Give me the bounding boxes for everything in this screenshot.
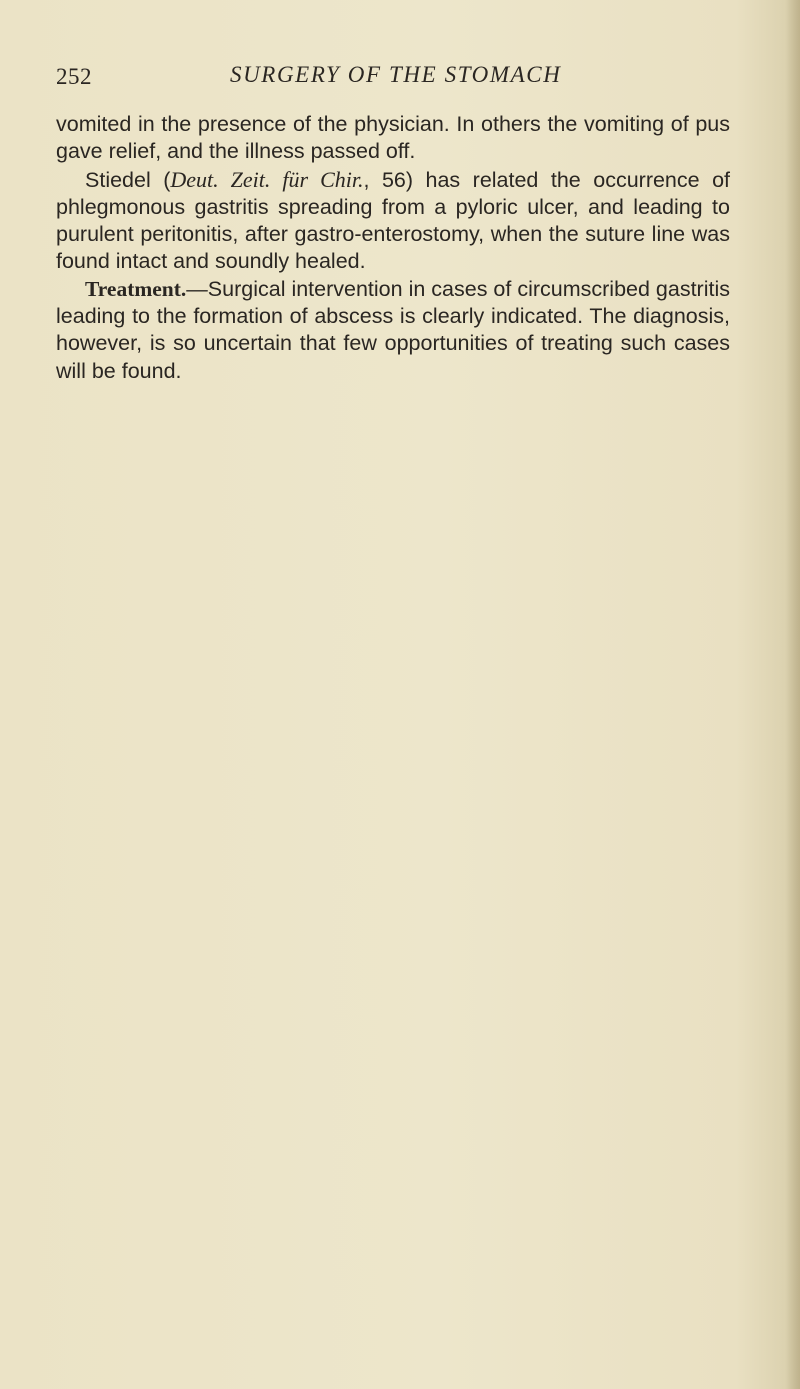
running-title: SURGERY OF THE STOMACH	[230, 62, 562, 87]
paragraph-treatment	[56, 276, 730, 385]
journal-citation: Deut. Zeit. für Chir.	[170, 166, 364, 192]
paragraph-stiedel	[56, 166, 730, 276]
treatment-heading: Treatment.	[85, 276, 187, 301]
page-number: 252	[56, 64, 92, 89]
paragraph-continuation-text: vomited in the presence of the physician. In others the vomiting of pus gave relief, and the illness passed off.	[56, 112, 730, 164]
author-name: Stiedel (	[85, 167, 171, 192]
paragraph-treatment-text: —Surgical intervention in cases of circumscribed gastritis leading to the formation of abscess is clearly indicated. The diagnosis, however, is so uncertain that few opportunities of treating such cases will be found.	[56, 276, 730, 383]
body-text	[56, 111, 730, 385]
running-head	[56, 62, 756, 96]
paragraph-stiedel-text: , 56) has related the occurrence of phlegmonous gastritis spreading from a pyloric ulcer, and leading to purulent peritonitis, after gastro-enterostomy, when the suture line was found intact and soundly healed.	[56, 167, 731, 274]
page-edge-shadow	[786, 0, 800, 1389]
paragraph-continuation	[56, 111, 730, 166]
